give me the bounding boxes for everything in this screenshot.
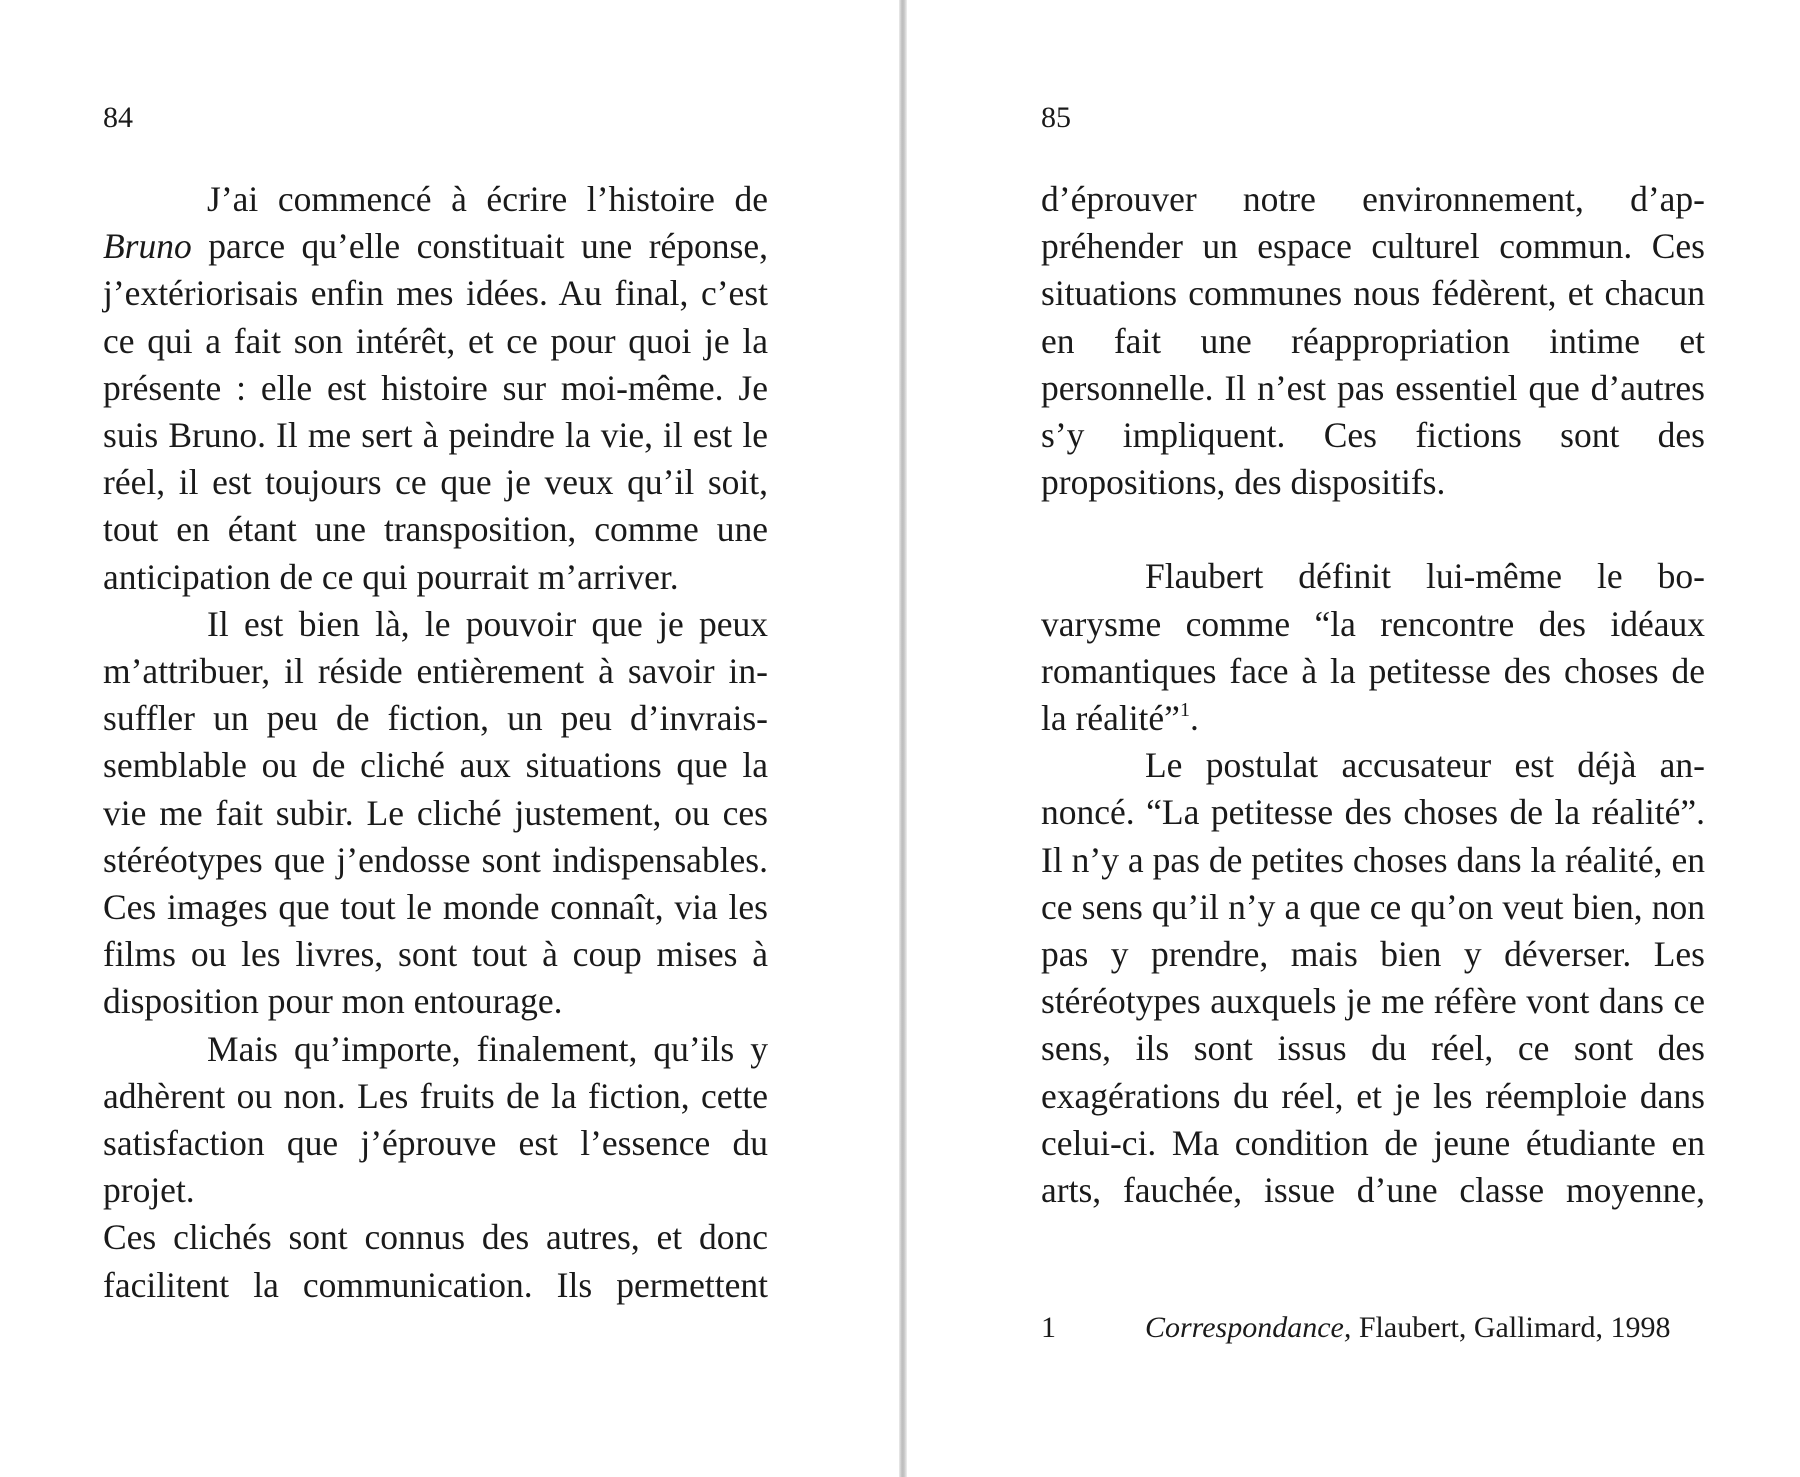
paragraph: Le postulat accusateur est déjà annoncé. “La petitesse des choses de la réalité”. Il n’y a pas de petites choses dans la réalité, en ce sens qu’il n’y a que ce qu’on veut bien, non pas y prendre, mais bien y déverser. Les stéréotypes auxquels je me réfère vont dans ce sens, ils sont issus du réel, ce sont des exagérations du réel, et je les réemploie dans celui-ci. Ma condition de jeune étudiante en arts, fauchée, issue d’une classe moyenne,	[1041, 745, 1705, 1211]
paragraph-text: J’ai commencé à écrire l’histoire de	[207, 179, 768, 219]
page-number: 85	[1041, 101, 1071, 134]
footnote-number: 1	[1041, 1311, 1056, 1344]
footnote	[1041, 1306, 1681, 1349]
book-gutter	[899, 0, 907, 1477]
page-number: 84	[103, 101, 133, 134]
paragraph-text: .	[1189, 698, 1199, 739]
paragraph: Ces clichés sont connus des autres, et donc facilitent la communication. Ils permettent	[103, 1217, 768, 1305]
paragraph: Mais qu’importe, finalement, qu’ils y adhèrent ou non. Les fruits de la fiction, cette satisfaction que j’éprouve est l’essence du projet.	[103, 1028, 768, 1211]
paragraph	[103, 176, 768, 601]
paragraph	[1041, 553, 1705, 742]
right-page	[907, 0, 1800, 1477]
italic-name: Bruno	[103, 226, 192, 267]
body-text	[1041, 176, 1705, 1214]
paragraph-text: parce qu’elle constituait une réponse, j’extériorisais enfin mes idées. Au final, c’est ce qui a fait son intérêt, et ce pour quoi je la présente : elle est histoire sur moi-même. Je suis Bruno. Il me sert à peindre la vie, il est le réel, il est toujours ce que je veux qu’il soit, tout en étant une transposition, comme une anticipation de ce qui pourrait m’arriver.	[103, 226, 768, 597]
footnote-title: Correspondance,	[1145, 1311, 1352, 1344]
footnote-text: Flaubert, Gallimard, 1998	[1351, 1311, 1671, 1344]
body-text	[103, 176, 768, 1309]
paragraph: Il est bien là, le pouvoir que je peux m’attribuer, il réside entièrement à savoir insuffler un peu de fiction, un peu d’invraissemblable ou de cliché aux situations que la vie me fait subir. Le cliché justement, ou ces stéréotypes que j’endosse sont indispensables. Ces images que tout le monde connaît, via les films ou les livres, sont tout à coup mises à disposition pour mon entourage.	[103, 603, 768, 1022]
paragraph-text: Flaubert définit lui-même le bovarysme comme “la rencontre des idéaux romantiques face à la petitesse des choses de la réalité”	[1041, 556, 1705, 739]
left-page	[0, 0, 899, 1477]
paragraph: d’éprouver notre environnement, d’appréhender un espace culturel commun. Ces situations communes nous fédèrent, et chacun en fait une réappropriation intime et personnelle. Il n’est pas essentiel que d’autres s’y impliquent. Ces fictions sont des propositions, des dispositifs.	[1041, 179, 1705, 503]
footnote-reference: 1	[1179, 699, 1190, 722]
